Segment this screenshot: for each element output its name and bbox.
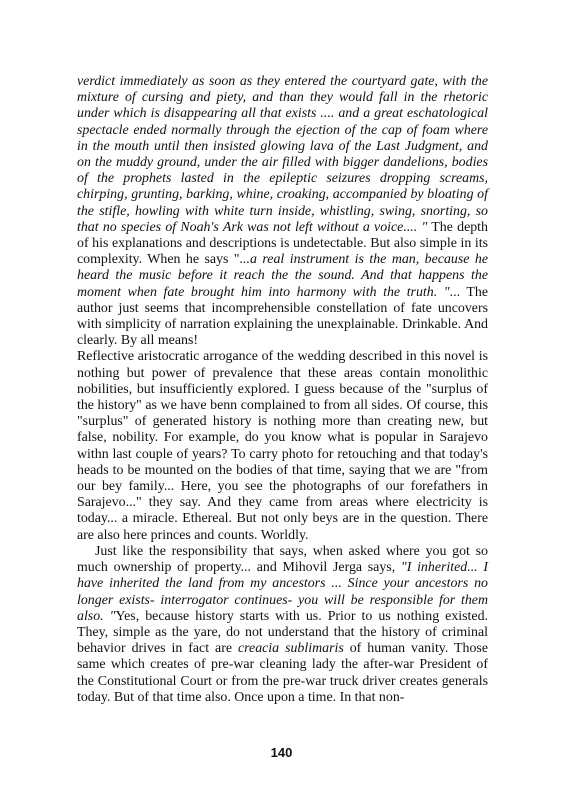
paragraph-2	[77, 349, 488, 543]
text-run: "I inherited... I have inherited the land from my ancestors ... Since your ancestors no longer exists- interrogator continues- you will be responsible for them also. "	[77, 560, 488, 624]
text-run: ... The author just seems that incomprehensible constellation of fate uncovers with simplicity of narration explaining the unexplainable. Drinkable. And clearly. By all means!	[77, 284, 488, 349]
text-run: creacia sublimaris	[237, 641, 344, 657]
text-run: of human vanity. Those same which creates of pre-war cleaning lady the after-war President of the Constitutional Court or from the pre-war truck driver creates generals today. But of that time also. Once upon a time. In that non-	[77, 641, 488, 705]
paragraph-3	[77, 544, 488, 706]
text-run: verdict immediately as soon as they entered the courtyard gate, with the mixture of cursing and piety, and than they would fall in the rhetoric under which is disappearing all that exists .... and a great eschatological spectacle ended normally through the ejection of the cap of foam where in the mouth until then insisted glowing lava of the Last Judgment, and on the muddy ground, under the air filled with bigger dandelions, bodies of the prophets lasted in the epileptic seizures dropping screams, chirping, grunting, barking, whine, croaking, accompanied by bloating of the stifle, howling with white turn inside, whistling, swing, snorting, so that no species of Noah's Ark was not left without a voice.... "	[77, 74, 488, 235]
page-number: 140	[270, 745, 293, 760]
text-run: ...a real instrument is the man, because he heard the music before it reach the the sound. And that happens the moment when fate brought him into harmony with the truth. "	[77, 252, 488, 300]
page-body	[77, 74, 488, 706]
text-run: Yes, because history starts with us. Prior to us nothing existed. They, simple as the yare, do not understand that the history of criminal behavior drives in fact are	[77, 608, 489, 657]
text-run: The depth of his explanations and descriptions is undetectable. But also simple in its complexity. When he says "	[77, 219, 488, 268]
paragraph-1	[77, 74, 488, 349]
text-run: Just like the responsibility that says, when asked where you got so much ownership of property... and Mihovil Jerga says,	[77, 543, 488, 576]
text-run: Reflective aristocratic arrogance of the wedding described in this novel is nothing but power of prevalence that these areas contain monolithic nobilities, but insufficiently explored. I guess because of the "surplus of the history" as we have benn complained to from all sides. Of course, this "surplus" of generated history is nothing more than creating new, but false, nobility. For example, do you know what is popular in Sarajevo withn last couple of years? To carry photo for retouching and that today's heads to be mounted on the bodies of that time, saying that we are "from our bey family... Here, you see the photographs of our forefathers in Sarajevo..." they say. And they came from areas where electricity is today... a miracle. Ethereal. But not only beys are in the question. There are also here princes and counts. Worldly.	[77, 349, 488, 543]
